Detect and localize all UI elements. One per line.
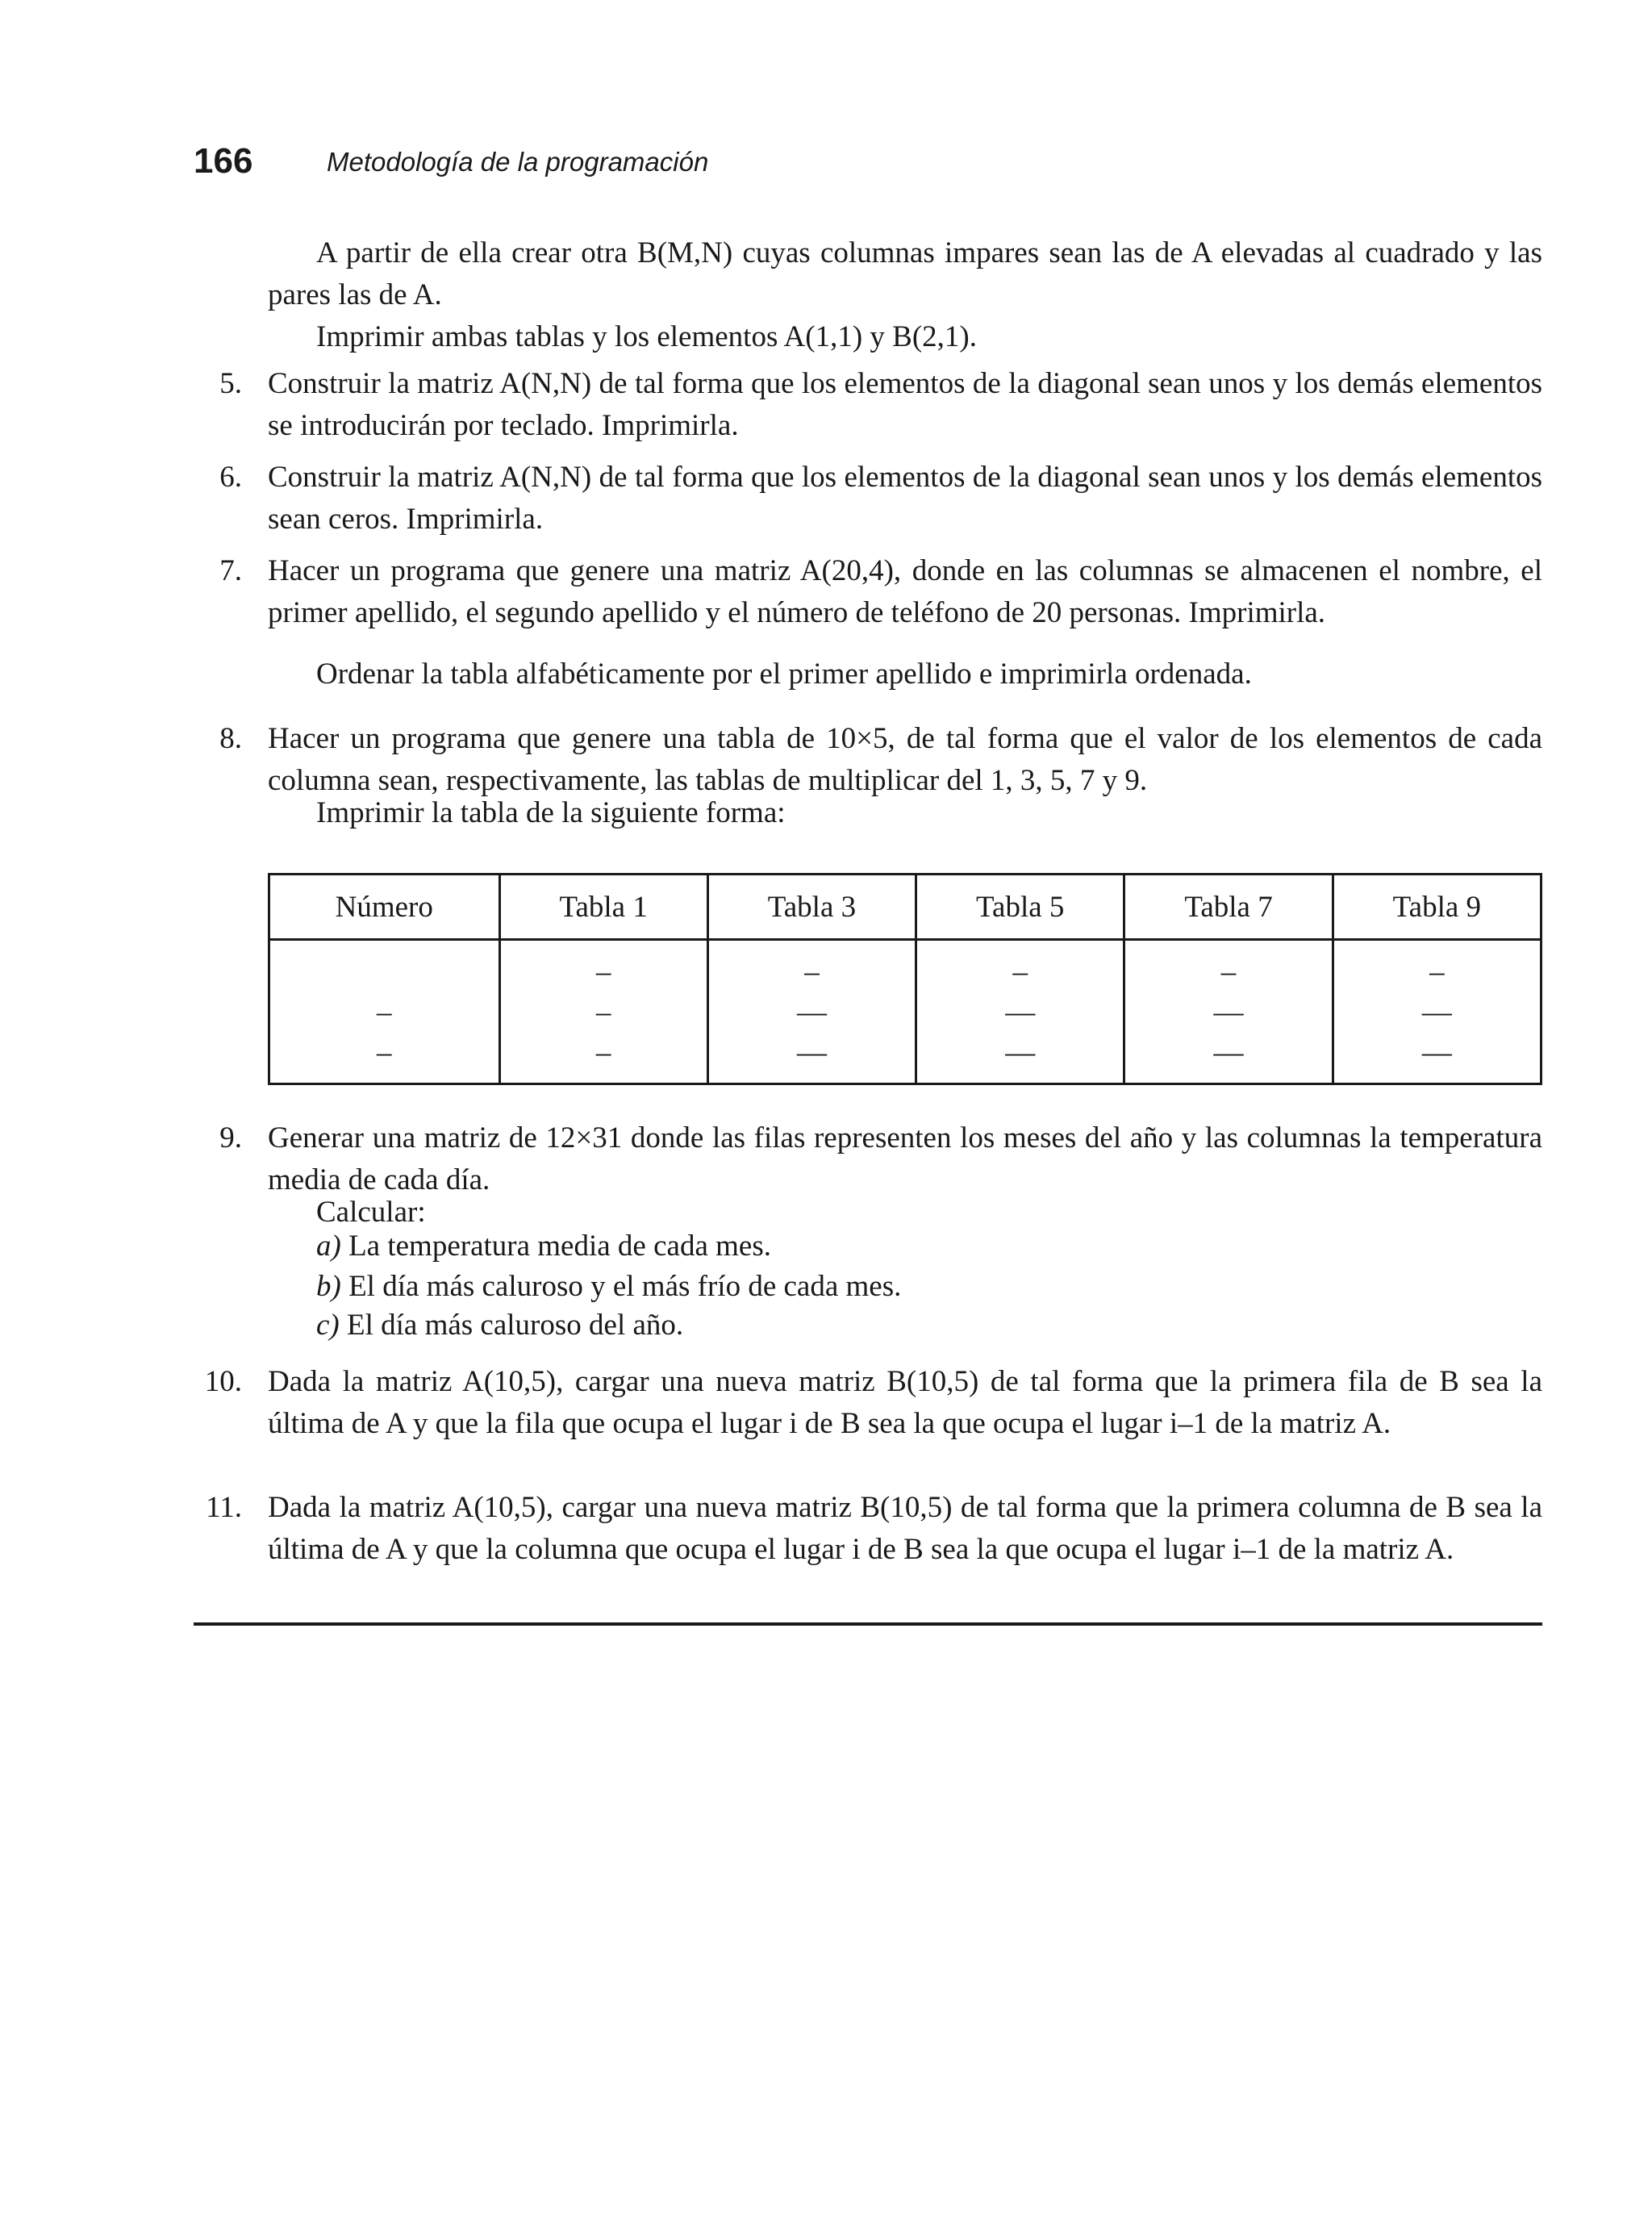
table-cell: — xyxy=(1124,1033,1333,1084)
table-cell: — xyxy=(1124,992,1333,1033)
exercise-number: 8. xyxy=(219,722,242,755)
table-cell: — xyxy=(707,992,916,1033)
table-row xyxy=(269,1033,1541,1084)
exercise-number: 6. xyxy=(219,461,242,494)
table-cell: — xyxy=(1333,1033,1541,1084)
exercise-text: Generar una matriz de 12×31 donde las filas representen los meses del año y las columnas la temperatura media de cada día. xyxy=(268,1121,1542,1196)
table-row xyxy=(269,992,1541,1033)
exercise-number: 7. xyxy=(219,554,242,587)
exercise-text: Construir la matriz A(N,N) de tal forma que los elementos de la diagonal sean unos y los demás elementos se introducirán por teclado. Imprimirla. xyxy=(268,367,1542,442)
exercise-text: Dada la matriz A(10,5), cargar una nueva matriz B(10,5) de tal forma que la primera fila de B sea la última de A y que la fila que ocupa el lugar i de B sea la que ocupa el lugar i–1 de la matriz A. xyxy=(268,1365,1542,1440)
table-header: Tabla 9 xyxy=(1333,875,1541,940)
table-cell: – xyxy=(499,940,707,993)
exercise-8-extra: Imprimir la tabla de la siguiente forma: xyxy=(316,796,786,829)
sub-item-c xyxy=(316,1305,683,1347)
table-cell: – xyxy=(1124,940,1333,993)
table-header: Número xyxy=(269,875,500,940)
table-cell: – xyxy=(1333,940,1541,993)
table-cell: – xyxy=(499,992,707,1033)
sub-item-text: El día más caluroso y el más frío de cada mes. xyxy=(348,1270,902,1303)
table-cell: – xyxy=(499,1033,707,1084)
running-title: Metodología de la programación xyxy=(327,147,709,177)
table-cell: – xyxy=(269,1033,500,1084)
table-header: Tabla 5 xyxy=(916,875,1124,940)
exercise-number: 11. xyxy=(206,1491,242,1524)
table-header: Tabla 7 xyxy=(1124,875,1333,940)
table-cell: — xyxy=(1333,992,1541,1033)
table-header: Tabla 3 xyxy=(707,875,916,940)
sub-item-text: El día más caluroso del año. xyxy=(347,1309,684,1342)
sub-item-a xyxy=(316,1225,771,1267)
table-cell xyxy=(269,940,500,993)
bottom-rule xyxy=(194,1622,1542,1626)
exercise-number: 10. xyxy=(204,1365,242,1398)
table-cell: — xyxy=(707,1033,916,1084)
sub-item-label: c) xyxy=(316,1309,340,1342)
table-cell: — xyxy=(916,1033,1124,1084)
page-number: 166 xyxy=(194,141,253,181)
continuation-paragraph: A partir de ella crear otra B(M,N) cuyas columnas impares sean las de A elevadas al cuadrado y las pares las de A. xyxy=(268,236,1542,311)
table-cell: — xyxy=(916,992,1124,1033)
table-cell: – xyxy=(269,992,500,1033)
exercise-9-extra: Calcular: xyxy=(316,1196,426,1229)
table-row xyxy=(269,940,1541,993)
continuation-paragraph-2: Imprimir ambas tablas y los elementos A(1,1) y B(2,1). xyxy=(316,320,977,353)
exercise-text: Hacer un programa que genere una matriz A(20,4), donde en las columnas se almacenen el nombre, el primer apellido, el segundo apellido y el número de teléfono de 20 personas. Imprimirla. xyxy=(268,554,1542,629)
sub-item-b xyxy=(316,1266,901,1308)
exercise-number: 9. xyxy=(219,1121,242,1154)
sub-item-text: La temperatura media de cada mes. xyxy=(348,1230,771,1263)
exercise-text: Dada la matriz A(10,5), cargar una nueva matriz B(10,5) de tal forma que la primera columna de B sea la última de A y que la columna que ocupa el lugar i de B sea la que ocupa el lugar i–1 de la matriz A. xyxy=(268,1491,1542,1566)
exercise-text: Hacer un programa que genere una tabla de 10×5, de tal forma que el valor de los elementos de cada columna sean, respectivamente, las tablas de multiplicar del 1, 3, 5, 7 y 9. xyxy=(268,722,1542,797)
table-header-row xyxy=(269,875,1541,940)
table-header: Tabla 1 xyxy=(499,875,707,940)
exercise-number: 5. xyxy=(219,367,242,400)
table-cell: – xyxy=(707,940,916,993)
exercise-7-extra: Ordenar la tabla alfabéticamente por el primer apellido e imprimirla ordenada. xyxy=(316,658,1252,691)
sub-item-label: a) xyxy=(316,1230,341,1263)
exercise-text: Construir la matriz A(N,N) de tal forma que los elementos de la diagonal sean unos y los demás elementos sean ceros. Imprimirla. xyxy=(268,461,1542,536)
sub-item-label: b) xyxy=(316,1270,341,1303)
table-cell: – xyxy=(916,940,1124,993)
multiplication-table xyxy=(268,873,1542,1085)
